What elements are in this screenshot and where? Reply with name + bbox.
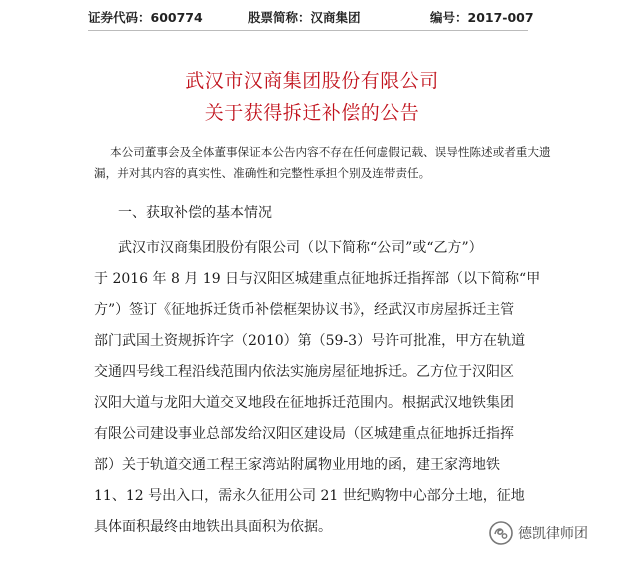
channel-watermark bbox=[488, 520, 588, 546]
stock-short-name: 股票简称：汉商集团 bbox=[248, 10, 361, 25]
disclaimer-line-2: 漏，并对其内容的真实性、准确性和完整性承担个别及连带责任。 bbox=[94, 166, 431, 180]
disclaimer-line-1: 本公司董事会及全体董事保证本公告内容不存在任何虚假记载、误导性陈述或者重大遗 bbox=[110, 145, 551, 159]
body-line: 于 2016 年 8 月 19 日与汉阳区城建重点征地拆迁指挥部（以下简称“甲 bbox=[94, 271, 541, 287]
serial-number: 编号：2017-007 bbox=[430, 10, 534, 25]
body-line: 汉阳大道与龙阳大道交叉地段在征地拆迁范围内。根据武汉地铁集团 bbox=[94, 395, 514, 411]
body-line: 方”）签订《征地拆迁货币补偿框架协议书》，经武汉市房屋拆迁主管 bbox=[94, 302, 515, 318]
wechat-channel-icon bbox=[488, 520, 514, 546]
section-heading: 一、获取补偿的基本情况 bbox=[118, 205, 272, 221]
body-line: 交通四号线工程沿线范围内依法实施房屋征地拆迁。乙方位于汉阳区 bbox=[94, 364, 514, 380]
watermark-label: 德凯律师团 bbox=[518, 526, 588, 542]
stock-code: 证券代码：600774 bbox=[88, 10, 203, 25]
body-line: 部）关于轨道交通工程王家湾站附属物业用地的函，建王家湾地铁 bbox=[94, 457, 500, 473]
body-line: 有限公司建设事业总部发给汉阳区建设局（区城建重点征地拆迁指挥 bbox=[94, 426, 514, 442]
body-line: 武汉市汉商集团股份有限公司（以下简称“公司”或“乙方”） bbox=[118, 240, 483, 256]
body-line: 部门武国土资规拆许字（2010）第（59-3）号许可批准，甲方在轨道 bbox=[94, 333, 526, 349]
header-divider bbox=[88, 30, 528, 31]
announcement-title: 关于获得拆迁补偿的公告 bbox=[204, 102, 420, 124]
document-header bbox=[88, 8, 534, 26]
company-title: 武汉市汉商集团股份有限公司 bbox=[185, 70, 439, 92]
body-line: 11、12 号出入口，需永久征用公司 21 世纪购物中心部分土地，征地 bbox=[94, 488, 525, 504]
body-line: 具体面积最终由地铁出具面积为依据。 bbox=[94, 519, 332, 535]
